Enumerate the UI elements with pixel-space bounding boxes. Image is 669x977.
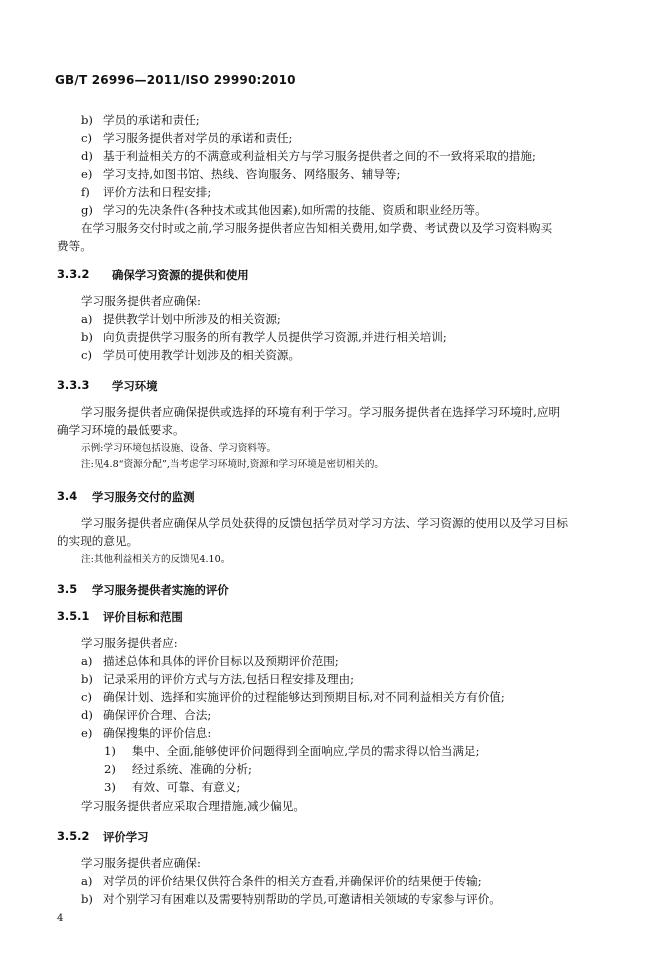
note-text: 注:见4.8“资源分配”,当考虑学习环境时,资源和学习环境是密切相关的。	[81, 459, 385, 470]
paragraph-line: 学习服务提供者应确保从学员处获得的反馈包括学员对学习方法、学习资源的使用以及学习目标	[81, 516, 568, 530]
standard-number-header: GB/T 26996—2011/ISO 29990:2010	[55, 73, 296, 87]
paragraph-line: 费等。	[57, 239, 92, 253]
paragraph-line: 在学习服务交付时或之前,学习服务提供者应告知相关费用,如学费、考试费以及学习资料购买	[81, 221, 553, 235]
paragraph-line: 学习服务提供者应确保:	[81, 856, 201, 870]
page-number: 4	[57, 913, 64, 924]
paragraph-line: 确学习环境的最低要求。	[57, 423, 185, 437]
paragraph-line: 学习服务提供者应:	[81, 636, 178, 650]
paragraph-line: 学习服务提供者应确保提供或选择的环境有利于学习。学习服务提供者在选择学习环境时,应明	[81, 405, 561, 419]
note-text: 注:其他利益相关方的反馈见4.10。	[81, 554, 231, 565]
example-text: 示例:学习环境包括设施、设备、学习资料等。	[81, 443, 277, 454]
document-page: GB/T 26996—2011/ISO 29990:2010 b) 学员的承诺和责任; c) 学习服务提供者对学员的承诺和责任; d) 基于利益相关方的不满意或利益相关方与学习服务提供者之间的不一致将采取的措施; e) 学习支持,如图书馆、热线、咨询服务、网络服务、辅导等; f) 评价方法和日程安排; g) 学习的先决条件(各种技术或其他因素),如所需的技能、资质和职业经历等。 在学习服务交付时或之前,学习服务提供者应告知相关费用,如学费、考试费以及学习资料购买 费等。 3.3.2 确保学习资源的提供和使用 学习服务提供者应确保: a) 提供教学计划中所涉及的相关资源; b) 向负责提供学习服务的所有教学人员提供学习资源,并进行相关培训; c) 学员可使用教学计划涉及的相关资源。 3.3.3 学习环境 学习服务提供者应确保提供或选择的环境有利于学习。学习服务提供者在选择学习环境时,应明 确学习环境的最低要求。 示例:学习环境包括设施、设备、学习资料等。 注:见4.8“资源分配”,当考虑学习环境时,资源和学习环境是密切相关的。 3.4 学习服务交付的监测 学习服务提供者应确保从学员处获得的反馈包括学员对学习方法、学习资源的使用以及学习目标 的实现的意见。 注:其他利益相关方的反馈见4.10。 3.5 学习服务提供者实施的评价 3.5.1 评价目标和范围 学习服务提供者应: a) 描述总体和具体的评价目标以及预期评价范围; b) 记录采用的评价方式与方法,包括日程安排及理由; c) 确保计划、选择和实施评价的过程能够达到预期目标,对不同利益相关方有价值; d) 确保评价合理、合法; e) 确保搜集的评价信息: 1) 集中、全面,能够使评价问题得到全面响应,学员的需求得以恰当满足; 2) 经过系统、准确的分析; 3) 有效、可靠、有意义; 学习服务提供者应采取合理措施,减少偏见。 3.5.2 评价学习 学习服务提供者应确保: a) 对学员的评价结果仅供符合条件的相关方查看,并确保评价的结果便于传输; b) 对个别学习有困难以及需要特别帮助的学员,可邀请相关领域的专家参与评价。 4	[55, 73, 568, 924]
paragraph-line: 的实现的意见。	[57, 534, 139, 548]
paragraph-line: 学习服务提供者应采取合理措施,减少偏见。	[81, 799, 305, 813]
paragraph-line: 学习服务提供者应确保:	[81, 294, 201, 308]
